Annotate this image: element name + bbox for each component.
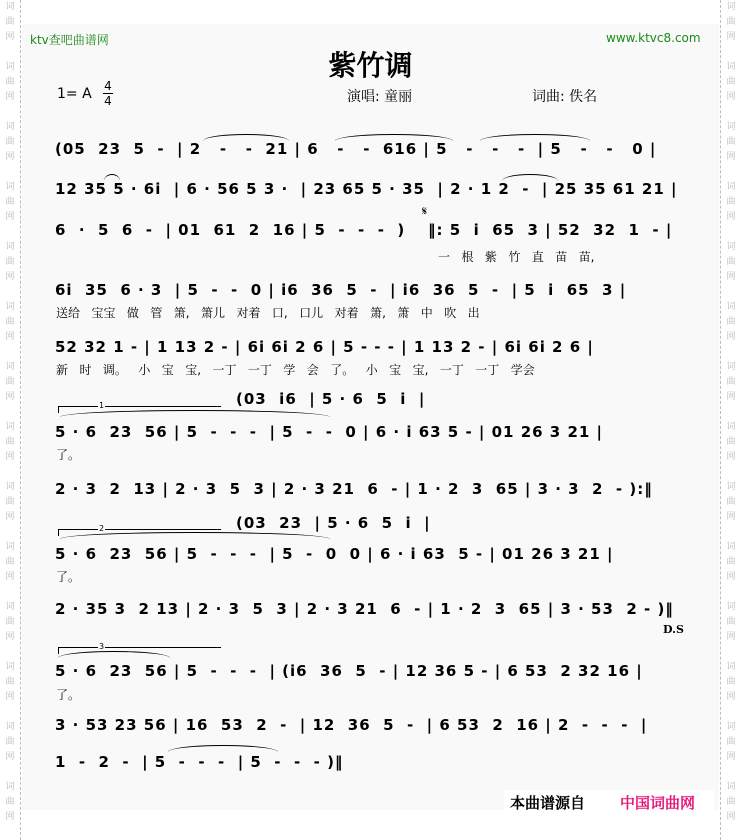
watermark-char: 曲 [726, 137, 736, 147]
watermark-char: 词 [5, 782, 15, 792]
watermark-char: 词 [5, 662, 15, 672]
score-line-6-intro: (03 i6 | 5 · 6 5 i | [236, 390, 426, 408]
watermark-char: 词 [5, 722, 15, 732]
watermark-char: 词 [726, 722, 736, 732]
watermark-char: 网 [726, 272, 736, 282]
watermark-char: 网 [726, 452, 736, 462]
watermark-char: 网 [5, 752, 15, 762]
watermark-char: 曲 [726, 257, 736, 267]
header-site-name[interactable]: ktv查吧曲谱网 [30, 33, 109, 47]
footer-source-site[interactable]: 中国词曲网 [620, 794, 696, 812]
watermark-char: 曲 [5, 77, 15, 87]
volta-number-3: 3 [99, 642, 105, 651]
watermark-char: 词 [726, 242, 736, 252]
watermark-char: 词 [5, 122, 15, 132]
watermark-char: 网 [5, 572, 15, 582]
watermark-char: 网 [726, 572, 736, 582]
watermark-char: 词 [5, 482, 15, 492]
ds-marking: D.S [663, 623, 684, 636]
lyric-line-10: 了。 [56, 570, 81, 584]
watermark-char: 曲 [726, 377, 736, 387]
watermark-char: 网 [5, 632, 15, 642]
watermark-char: 词 [5, 302, 15, 312]
watermark-char: 词 [5, 422, 15, 432]
lyric-line-12: 了。 [56, 688, 81, 702]
watermark-char: 词 [726, 422, 736, 432]
segno-icon: 𝄋 [422, 204, 428, 218]
watermark-char: 网 [5, 692, 15, 702]
score-line-9-intro: (03 23 | 5 · 6 5 i | [236, 514, 431, 532]
watermark-char: 网 [5, 272, 15, 282]
watermark-char: 曲 [5, 437, 15, 447]
watermark-char: 网 [726, 32, 736, 42]
singer-credit: 演唱: 童丽 [347, 89, 413, 105]
composer-credit: 词曲: 佚名 [532, 89, 598, 105]
watermark-char: 曲 [5, 677, 15, 687]
watermark-char: 词 [5, 242, 15, 252]
lyric-line-5: 新 时 调。 小 宝 宝, 一丁 一丁 学 会 了。 小 宝 宝, 一丁 一丁 学会 [56, 363, 535, 377]
time-sig-top: 4 [104, 79, 112, 93]
lyric-line-4: 送给 宝宝 做 管 箫, 箫儿 对着 口, 口儿 对着 箫, 箫 中 吹 出 [56, 306, 480, 320]
score-line-10: 5 · 6 23 56 | 5 - - - | 5 - 0 0 | 6 · i 63 5 - | 01 26 3 21 | [55, 545, 614, 563]
header-site-url[interactable]: www.ktvc8.com [606, 31, 701, 45]
watermark-char: 网 [726, 152, 736, 162]
watermark-char: 曲 [5, 497, 15, 507]
watermark-char: 曲 [5, 317, 15, 327]
watermark-char: 曲 [5, 137, 15, 147]
watermark-char: 网 [5, 332, 15, 342]
watermark-char: 网 [5, 512, 15, 522]
slur [58, 651, 170, 658]
watermark-char: 曲 [726, 197, 736, 207]
slur [203, 134, 289, 141]
watermark-char: 词 [726, 602, 736, 612]
watermark-char: 曲 [5, 737, 15, 747]
score-line-3-repeat: ‖: 5 i 65 3 | 52 32 1 - | [428, 221, 673, 239]
watermark-char: 曲 [726, 77, 736, 87]
score-line-4: 6i 35 6 · 3 | 5 - - 0 | i6 36 5 - | i6 36 5 - | 5 i 65 3 | [55, 281, 627, 299]
watermark-char: 曲 [5, 797, 15, 807]
watermark-char: 曲 [726, 677, 736, 687]
watermark-char: 词 [5, 2, 15, 12]
watermark-char: 曲 [5, 557, 15, 567]
watermark-char: 词 [726, 62, 736, 72]
watermark-char: 网 [726, 512, 736, 522]
watermark-char: 网 [726, 332, 736, 342]
watermark-char: 词 [726, 482, 736, 492]
watermark-char: 网 [726, 632, 736, 642]
watermark-char: 网 [726, 812, 736, 822]
slur [104, 174, 120, 181]
slur [480, 134, 590, 141]
watermark-char: 词 [5, 602, 15, 612]
footer-source-label: 本曲谱源自 [510, 794, 586, 812]
slur [60, 410, 330, 417]
watermark-char: 词 [5, 62, 15, 72]
watermark-char: 词 [726, 122, 736, 132]
score-line-3: 6 · 5 6 - | 01 61 2 16 | 5 - - - ) [55, 221, 406, 239]
watermark-char: 网 [726, 752, 736, 762]
watermark-char: 词 [726, 662, 736, 672]
watermark-char: 曲 [726, 317, 736, 327]
lyric-line-7: 了。 [56, 448, 81, 462]
watermark-char: 网 [5, 812, 15, 822]
score-line-2: 12 35 5 · 6i | 6 · 56 5 3 · | 23 65 5 · 35 | 2 · 1 2 - | 25 35 61 21 | [55, 180, 678, 198]
watermark-char: 曲 [5, 377, 15, 387]
score-line-14: 1 - 2 - | 5 - - - | 5 - - - )‖ [55, 753, 344, 771]
score-line-7: 5 · 6 23 56 | 5 - - - | 5 - - 0 | 6 · i 63 5 - | 01 26 3 21 | [55, 423, 604, 441]
slur [168, 745, 278, 752]
watermark-char: 词 [726, 542, 736, 552]
watermark-char: 曲 [726, 497, 736, 507]
time-sig-bottom: 4 [104, 94, 112, 108]
score-line-13: 3 · 53 23 56 | 16 53 2 - | 12 36 5 - | 6 53 2 16 | 2 - - - | [55, 716, 648, 734]
watermark-char: 曲 [726, 557, 736, 567]
watermark-char: 词 [726, 782, 736, 792]
watermark-char: 曲 [5, 257, 15, 267]
slur [60, 532, 330, 539]
watermark-char: 网 [726, 692, 736, 702]
watermark-char: 网 [5, 452, 15, 462]
lyric-line-3: 一 根 紫 竹 直 苗 苗, [438, 250, 595, 264]
watermark-char: 曲 [726, 797, 736, 807]
volta-number-1: 1 [99, 401, 105, 410]
watermark-char: 曲 [5, 17, 15, 27]
watermark-char: 曲 [726, 737, 736, 747]
watermark-char: 曲 [5, 197, 15, 207]
watermark-char: 词 [726, 182, 736, 192]
watermark-char: 曲 [726, 437, 736, 447]
volta-number-2: 2 [99, 524, 105, 533]
watermark-char: 网 [5, 152, 15, 162]
score-line-11: 2 · 35 3 2 13 | 2 · 3 5 3 | 2 · 3 21 6 - | 1 · 2 3 65 | 3 · 53 2 - )‖ [55, 600, 674, 618]
watermark-char: 词 [5, 362, 15, 372]
score-line-5: 52 32 1 - | 1 13 2 - | 6i 6i 2 6 | 5 - - - | 1 13 2 - | 6i 6i 2 6 | [55, 338, 594, 356]
watermark-char: 曲 [726, 17, 736, 27]
watermark-char: 网 [5, 392, 15, 402]
watermark-char: 词 [726, 2, 736, 12]
score-line-12: 5 · 6 23 56 | 5 - - - | (i6 36 5 - | 12 36 5 - | 6 53 2 32 16 | [55, 662, 643, 680]
watermark-char: 词 [726, 362, 736, 372]
watermark-char: 网 [726, 212, 736, 222]
slur [335, 134, 453, 141]
key-signature: 1= A [57, 86, 92, 102]
watermark-char: 词 [726, 302, 736, 312]
watermark-char: 词 [5, 182, 15, 192]
time-signature [102, 80, 114, 107]
slur [502, 174, 558, 181]
watermark-char: 曲 [5, 617, 15, 627]
watermark-char: 词 [5, 542, 15, 552]
score-line-8: 2 · 3 2 13 | 2 · 3 5 3 | 2 · 3 21 6 - | 1 · 2 3 65 | 3 · 3 2 - ):‖ [55, 480, 653, 498]
watermark-char: 网 [726, 92, 736, 102]
watermark-char: 网 [5, 32, 15, 42]
watermark-char: 网 [5, 92, 15, 102]
song-title: 紫竹调 [328, 49, 413, 82]
score-line-1: (05 23 5 - | 2 - - 21 | 6 - - 616 | 5 - - - | 5 - - 0 | [55, 140, 657, 158]
watermark-char: 网 [5, 212, 15, 222]
watermark-char: 网 [726, 392, 736, 402]
watermark-char: 曲 [726, 617, 736, 627]
